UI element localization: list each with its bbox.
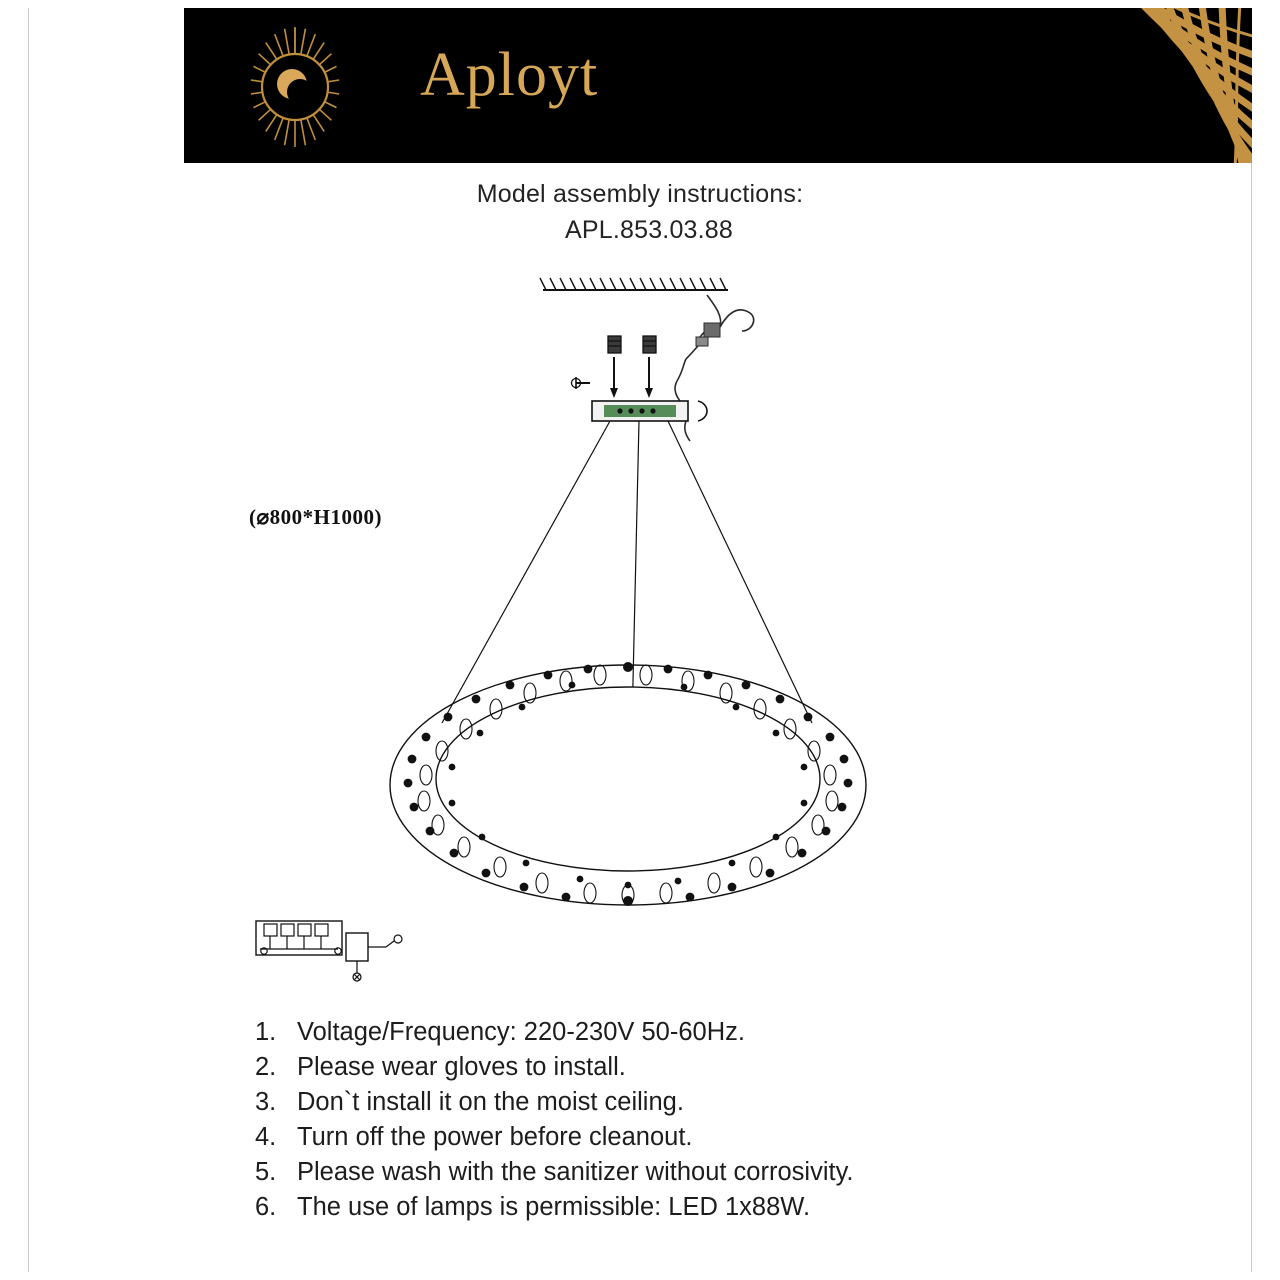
list-item: [255, 1050, 1215, 1085]
list-item-label: Please wear gloves to install.: [297, 1053, 626, 1081]
model-code: APL.853.03.88: [564, 216, 734, 244]
sunburst-logo-icon: [230, 22, 360, 152]
list-item-label: Please wash with the sanitizer without corrosivity.: [297, 1158, 854, 1186]
list-item-number: 2.: [255, 1053, 277, 1081]
terminal-block-wiring-icon: [252, 915, 412, 987]
list-item-number: 6.: [255, 1193, 277, 1221]
list-item: [255, 1120, 1215, 1155]
list-item-label: Don`t install it on the moist ceiling.: [297, 1088, 684, 1116]
hatched-ceiling-icon: [540, 278, 728, 290]
list-item-number: 5.: [255, 1158, 277, 1186]
radial-rays-decoration-icon: [842, 8, 1252, 163]
list-item-number: 4.: [255, 1123, 277, 1151]
title-block: [0, 176, 1280, 248]
list-item: [255, 1015, 1215, 1050]
list-item: [255, 1190, 1215, 1225]
brand-wordmark: Aployt: [420, 41, 599, 109]
mounting-screws-icon: [572, 336, 657, 398]
ceiling-canopy-icon: [592, 401, 707, 421]
brand-banner: [184, 8, 1252, 163]
list-item-label: Turn off the power before cleanout.: [297, 1123, 693, 1151]
list-item-number: 3.: [255, 1088, 277, 1116]
assembly-drawing: [180, 255, 1100, 995]
list-item-label: Voltage/Frequency: 220-230V 50-60Hz.: [297, 1018, 745, 1046]
list-item-label: The use of lamps is permissible: LED 1x88W.: [297, 1193, 811, 1221]
dimension-label: (⌀800*H1000): [249, 505, 382, 529]
instruction-list: [255, 1015, 1215, 1225]
list-item: [255, 1085, 1215, 1120]
list-item: [255, 1155, 1215, 1190]
crystal-ring-chandelier-icon: [390, 662, 866, 906]
list-item-number: 1.: [255, 1018, 277, 1046]
page-title: Model assembly instructions:: [476, 180, 804, 208]
